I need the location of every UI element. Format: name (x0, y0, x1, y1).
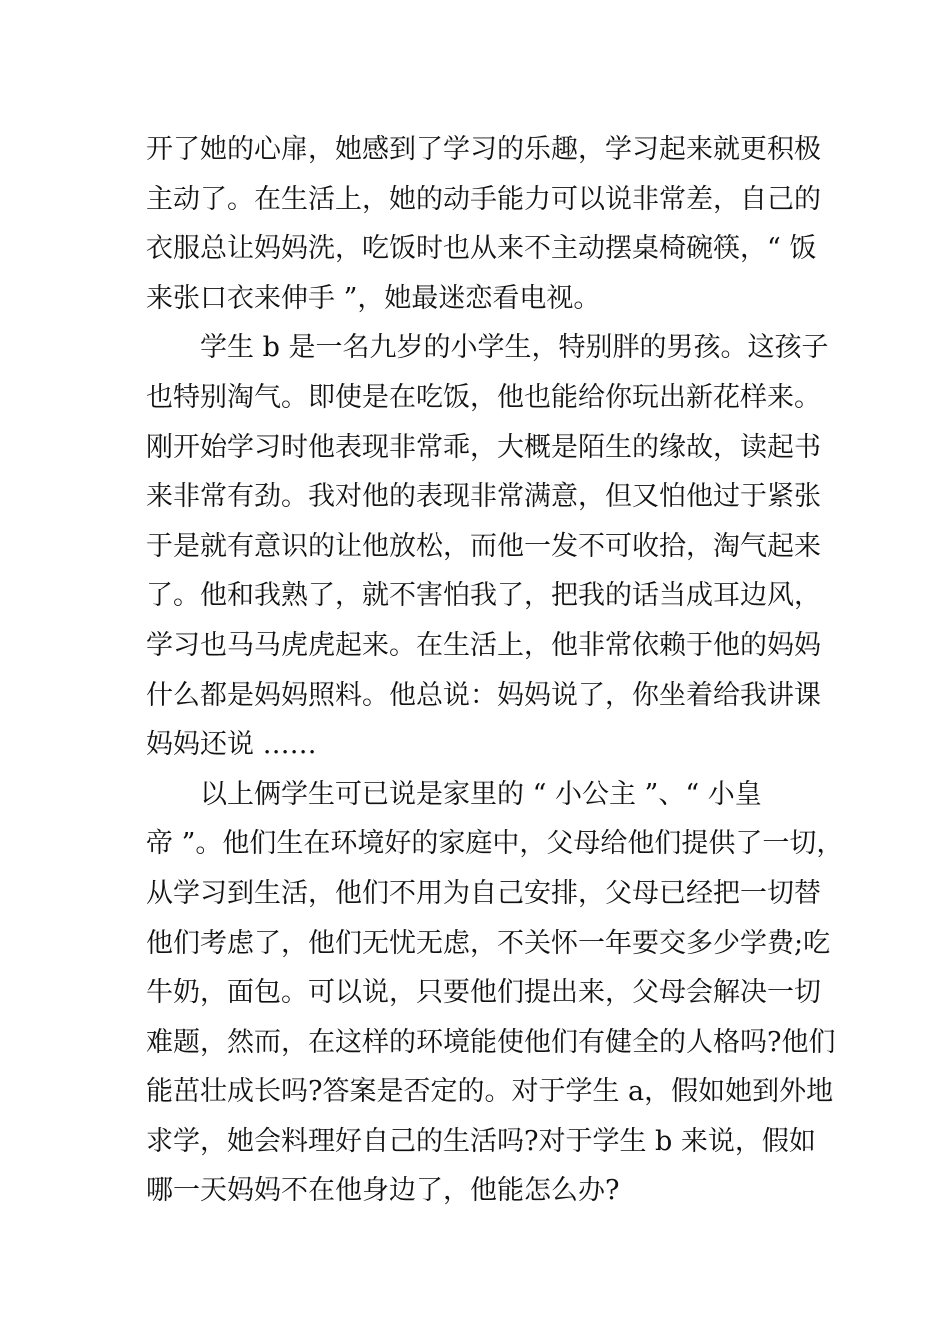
text-line: 妈妈还说 …… (146, 729, 317, 761)
text-line: 了。他和我熟了，就不害怕我了，把我的话当成耳边风， (146, 580, 821, 612)
paragraph-first-line: 学生 b 是一名九岁的小学生，特别胖的男孩。这孩子 (200, 332, 829, 364)
text-line: 刚开始学习时他表现非常乖，大概是陌生的缘故，读起书 (146, 431, 821, 463)
paragraph-first-line: 以上俩学生可已说是家里的 “ 小公主 ”、“ 小皇 (200, 778, 762, 810)
text-line: 从学习到生活，他们不用为自己安排，父母已经把一切替 (146, 877, 821, 909)
text-line: 衣服总让妈妈洗，吃饭时也从来不主动摆桌椅碗筷，“ 饭 (146, 233, 817, 265)
text-line: 于是就有意识的让他放松，而他一发不可收拾，淘气起来 (146, 530, 821, 562)
text-line: 学习也马马虎虎起来。在生活上，他非常依赖于他的妈妈 (146, 629, 821, 661)
text-line: 主动了。在生活上，她的动手能力可以说非常差，自己的 (146, 183, 821, 215)
text-line: 求学，她会料理好自己的生活吗?对于学生 b 来说，假如 (146, 1125, 816, 1157)
text-line: 什么都是妈妈照料。他总说：妈妈说了，你坐着给我讲课 (146, 679, 821, 711)
text-line: 来张口衣来伸手 ”，她最迷恋看电视。 (146, 282, 601, 314)
text-line: 牛奶，面包。可以说，只要他们提出来，父母会解决一切 (146, 977, 821, 1009)
text-line: 能茁壮成长吗?答案是否定的。对于学生 a，假如她到外地 (146, 1076, 834, 1108)
text-line: 哪一天妈妈不在他身边了，他能怎么办? (146, 1175, 620, 1207)
text-line: 也特别淘气。即使是在吃饭，他也能给你玩出新花样来。 (146, 381, 821, 413)
text-line: 难题，然而，在这样的环境能使他们有健全的人格吗?他们 (146, 1026, 836, 1058)
text-line: 帝 ”。他们生在环境好的家庭中，父母给他们提供了一切， (146, 828, 844, 860)
text-line: 他们考虑了，他们无忧无虑，不关怀一年要交多少学费;吃 (146, 927, 831, 959)
text-line: 开了她的心扉，她感到了学习的乐趣，学习起来就更积极 (146, 134, 821, 165)
text-line: 来非常有劲。我对他的表现非常满意，但又怕他过于紧张 (146, 481, 821, 513)
body-text (146, 125, 844, 1216)
